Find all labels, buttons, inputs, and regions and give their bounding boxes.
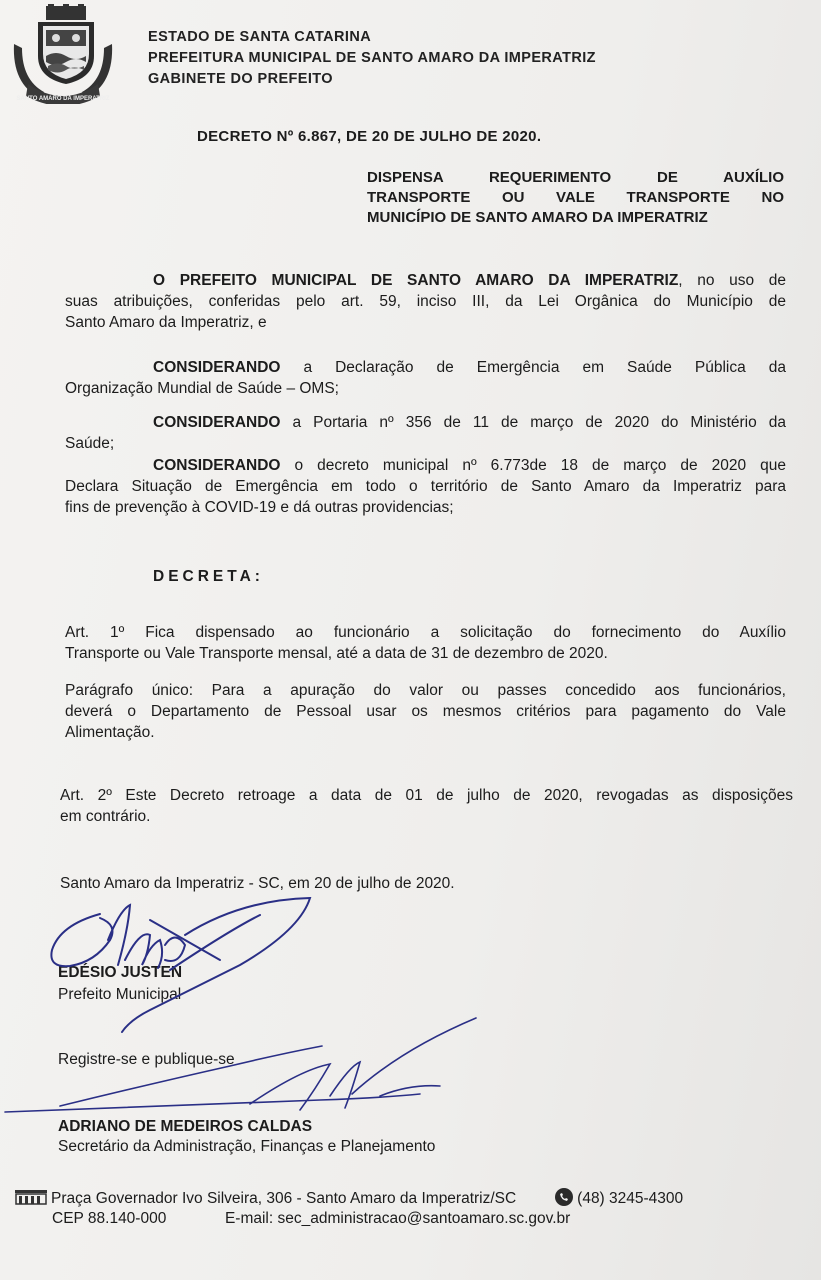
mayor-title: Prefeito Municipal [58, 986, 182, 1003]
considerando-paragraph [65, 455, 786, 518]
preamble-text: , no uso de [678, 272, 786, 289]
building-icon [15, 1189, 47, 1205]
considerando-text: a Portaria nº 356 de 11 de março de 2020 do Ministério da [280, 414, 786, 431]
considerando-text: a Declaração de Emergência em Saúde Pública da [280, 359, 786, 376]
summary-line: MUNICÍPIO DE SANTO AMARO DA IMPERATRIZ [367, 209, 708, 226]
article-line: em contrário. [60, 808, 151, 825]
considerando-line: Saúde; [65, 435, 115, 452]
considerando-keyword: CONSIDERANDO [153, 414, 281, 431]
considerando-paragraph [65, 357, 786, 399]
preamble-paragraph [65, 270, 786, 333]
considerando-line: fins de prevenção à COVID-19 e dá outras providencias; [65, 499, 454, 516]
phone-icon [555, 1188, 573, 1206]
preamble-line: suas atribuições, conferidas pelo art. 59, inciso III, da Lei Orgânica do Município de [65, 293, 786, 310]
article-line: Parágrafo único: Para a apuração do valor ou passes concedido aos funcionários, [65, 682, 786, 699]
article-line: Art. 1º Fica dispensado ao funcionário a solicitação do fornecimento do Auxílio [65, 624, 786, 641]
decree-summary [367, 168, 784, 228]
footer-address: Praça Governador Ivo Silveira, 306 - Santo Amaro da Imperatriz/SC [51, 1190, 517, 1207]
secretary-name: ADRIANO DE MEDEIROS CALDAS [58, 1118, 313, 1135]
considerando-paragraph [65, 412, 786, 454]
considerando-keyword: CONSIDERANDO [153, 457, 281, 474]
article-1 [65, 622, 786, 664]
secretary-title: Secretário da Administração, Finanças e Planejamento [58, 1138, 436, 1155]
article-2 [60, 785, 793, 827]
document-header [148, 27, 596, 90]
paragraph-unico [65, 680, 786, 743]
header-office: GABINETE DO PREFEITO [148, 71, 333, 87]
decreta-heading: DECRETA: [153, 568, 264, 585]
article-line: Alimentação. [65, 724, 155, 741]
article-line: Transporte ou Vale Transporte mensal, até a data de 31 de dezembro de 2020. [65, 645, 608, 662]
considerando-text: o decreto municipal nº 6.773de 18 de março de 2020 que [280, 457, 786, 474]
summary-line: DISPENSA REQUERIMENTO DE AUXÍLIO [367, 169, 784, 186]
footer-cep: CEP 88.140-000 [52, 1210, 167, 1227]
considerando-line: Organização Mundial de Saúde – OMS; [65, 380, 339, 397]
municipal-coat-of-arms-logo [10, 4, 116, 104]
considerando-line: Declara Situação de Emergência em todo o território de Santo Amaro da Imperatriz para [65, 478, 786, 495]
considerando-keyword: CONSIDERANDO [153, 359, 281, 376]
decree-title: DECRETO Nº 6.867, DE 20 DE JULHO DE 2020. [197, 128, 542, 145]
header-prefecture: PREFEITURA MUNICIPAL DE SANTO AMARO DA IMPERATRIZ [148, 50, 596, 66]
svg-text:SANTO AMARO DA IMPERATRIZ: SANTO AMARO DA IMPERATRIZ [16, 96, 110, 102]
place-and-date: Santo Amaro da Imperatriz - SC, em 20 de julho de 2020. [60, 875, 455, 892]
article-line: deverá o Departamento de Pessoal usar os mesmos critérios para pagamento do Vale [65, 703, 786, 720]
document-footer [15, 1188, 795, 1229]
mayor-name: EDÉSIO JUSTEN [58, 964, 183, 981]
article-line: Art. 2º Este Decreto retroage a data de 01 de julho de 2020, revogadas as disposições [60, 787, 793, 804]
header-state: ESTADO DE SANTA CATARINA [148, 29, 372, 45]
preamble-line: Santo Amaro da Imperatriz, e [65, 314, 267, 331]
footer-phone: (48) 3245-4300 [577, 1190, 684, 1207]
preamble-bold: O PREFEITO MUNICIPAL DE SANTO AMARO DA IMPERATRIZ [153, 272, 679, 289]
footer-email: E-mail: sec_administracao@santoamaro.sc.gov.br [224, 1210, 571, 1227]
register-notice: Registre-se e publique-se [58, 1051, 235, 1068]
summary-line: TRANSPORTE OU VALE TRANSPORTE NO [367, 189, 784, 206]
